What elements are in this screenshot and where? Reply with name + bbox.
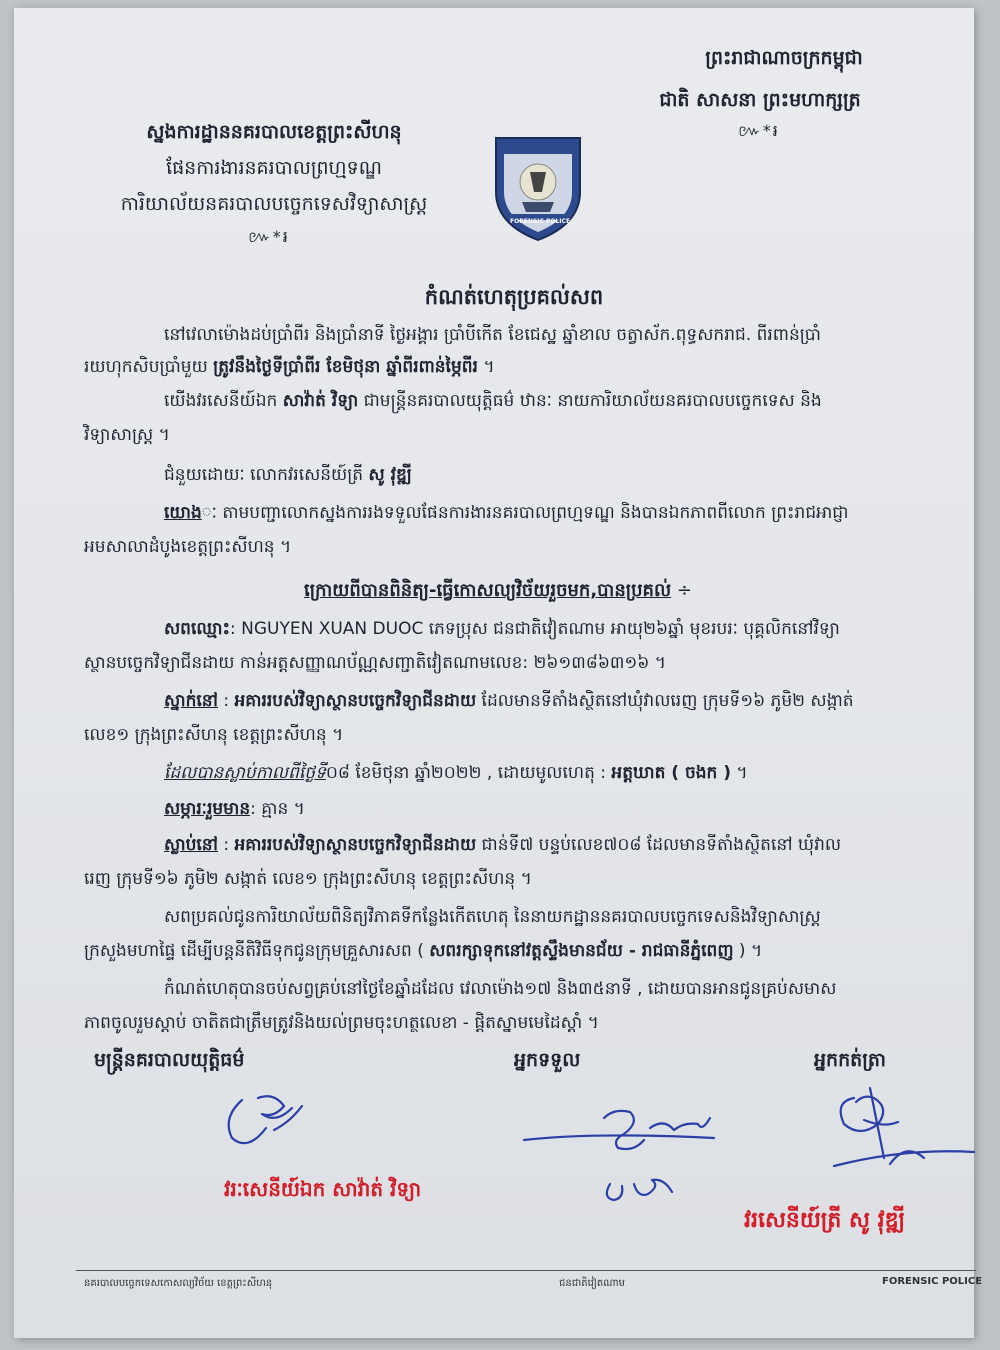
death-date-line (164, 758, 748, 788)
paragraph-date-line-1: នៅវេលាម៉ោងដប់ប្រាំពីរ និងប្រាំនាទី ថ្ងៃអង្គារ ប្រាំបីកើត ខែជេស្ឋ ឆ្នាំខាល ចត្វាស័ក.ពុទ្ធសករាជ. ពីរពាន់ប្រាំ (164, 325, 821, 345)
signature-title-receiver: អ្នកទទួល (514, 1049, 581, 1071)
closing-line-1: កំណត់ហេតុបានចប់សព្វគ្រប់នៅថ្ងៃខែឆ្នាំដដែល វេលាម៉ោង១៧ និង៣៥នាទី , ដោយបានអានជូនគ្រប់សមាស (164, 979, 837, 999)
commissariat-heading: ស្នងការដ្ឋាននគរបាលខេត្តព្រះសីហនុ (146, 121, 402, 143)
officer-name-stamp: វរៈសេនីយ៍ឯក សាវ៉ាត់ វិទ្យា (224, 1177, 422, 1201)
colon: : (217, 691, 235, 711)
deceased-line-1 (164, 614, 840, 644)
ornament-left: ៚*៛ (248, 227, 290, 246)
handover-text: ក្រសួងមហាផ្ទៃ ដើម្បីបន្តនីតិវិធីទុកជូនក្រុមគ្រួសារសព ( (84, 941, 430, 961)
items-label: សម្ភារៈរួមមាន (164, 799, 251, 819)
signature-title-recorder: អ្នកកត់ត្រា (814, 1049, 886, 1071)
paragraph-officer-line-2: វិទ្យាសាស្ត្រ ។ (84, 425, 170, 445)
footer-divider (76, 1270, 976, 1271)
handover-line-2 (84, 936, 762, 966)
died-at-line-2: រេញ ក្រុមទី១៦ ភូមិ២ សង្កាត់ លេខ១ ក្រុងព្រះសីហនុ ខេត្តព្រះសីហនុ ។ (84, 869, 532, 889)
recorder-name-stamp: វរសេនីយ៍ត្រី សូ វុឌ្ឍី (744, 1208, 906, 1233)
punctuation: ។ (731, 763, 748, 783)
handover-line-1: សពប្រគល់ជូនការិយាល័យពិនិត្យវិភាគទីកន្លែងកើតហេតុ នៃនាយកដ្ឋាននគរបាលបច្ចេកទេសនិងវិទ្យាសាស្ត្រ (164, 907, 821, 927)
colon: : (217, 835, 235, 855)
paragraph-date-line-2 (84, 352, 495, 382)
deceased-label: សពឈ្មោះ (164, 619, 230, 639)
document-title: កំណត់ហេតុប្រគល់សព (424, 285, 604, 309)
signature-title-officer: មន្ត្រីនគរបាលយុត្តិធម៌ (94, 1049, 245, 1071)
footer-left-text: នគរបាលបច្ចេកទេសកោសល្យវិច័យ ខេត្តព្រះសីហនុ (84, 1278, 273, 1289)
residence-line-2: លេខ១ ក្រុងព្រះសីហនុ ខេត្តព្រះសីហនុ ។ (84, 725, 344, 745)
reference-label: យោង (164, 503, 202, 523)
punctuation: ) ។ (733, 941, 763, 961)
residence-building: អគាររបស់វិទ្យាស្ថានបច្ចេកវិទ្យាជីនដាយ (234, 691, 477, 711)
subtitle-tail: ÷ (671, 580, 692, 601)
items-line (164, 794, 305, 824)
deceased-line-2: ស្ថានបច្ចេកវិទ្យាជីនដាយ កាន់អត្តសញ្ញាណប័ណ្ណសញ្ជាតិវៀតណាមលេខ: ២៦១៣៨៦៣១៦ ។ (84, 653, 666, 673)
assisted-by-line (164, 460, 412, 490)
death-cause: អត្តឃាត ( ចងក ) (611, 763, 732, 783)
residence-label: ស្នាក់នៅ (164, 691, 218, 711)
reference-line-1 (164, 498, 848, 528)
date-gregorian: ត្រូវនឹងថ្ងៃទីប្រាំពីរ ខែមិថុនា ឆ្នាំពីរពាន់ម្ភៃពីរ (213, 357, 478, 377)
date-khmer-calendar: រយហុកសិបប្រាំមួយ (84, 357, 214, 377)
died-at-line-1 (164, 830, 841, 860)
paragraph-officer-line-1 (164, 386, 822, 416)
forensic-police-emblem (492, 132, 584, 244)
document-page (14, 8, 983, 1338)
footer-middle-text: ជនជាតិវៀតណាម (559, 1278, 625, 1289)
died-at-label: ស្លាប់នៅ (164, 835, 218, 855)
assistant-name: សូ វុឌ្ឍី (368, 465, 412, 485)
department-heading: ផែនការងារនគរបាលព្រហ្មទណ្ឌ (166, 157, 382, 179)
died-at-building: អគាររបស់វិទ្យាស្ថានបច្ចេកវិទ្យាជីនដាយ (234, 835, 477, 855)
died-at-room: ជាន់ទី៧ បន្ទប់លេខ៧០៨ ដែលមានទីតាំងស្ថិតនៅ ឃុំវាល (476, 835, 842, 855)
emblem-text: FORENSIC POLICE (510, 218, 571, 225)
receiver-signature (514, 1088, 734, 1218)
kingdom-heading: ព្រះរាជាណាចក្រកម្ពុជា (705, 47, 863, 69)
items-value: : គ្មាន ។ (250, 799, 305, 819)
footer-right-text: FORENSIC POLICE (882, 1276, 983, 1287)
officer-name: សាវ៉ាត់ វិទ្យា (282, 391, 359, 411)
subtitle-text: ក្រោយពីបានពិនិត្យ-ធ្វើកោសល្យវិច័យរួចមក,បានប្រគល់ (304, 580, 672, 601)
officer-signature (214, 1078, 334, 1158)
reference-text: ៈ តាមបញ្ជាលោកស្នងការរងទទួលផែនការងារនគរបាលព្រហ្មទណ្ឌ និងបានឯកភាពពីលោក ព្រះរាជអាជ្ញា (201, 503, 849, 523)
office-heading: ការិយាល័យនគរបាលបច្ចេកទេសវិទ្យាសាស្ត្រ (120, 193, 428, 215)
recorder-signature (794, 1068, 994, 1188)
residence-line-1 (164, 686, 854, 716)
handover-subtitle (304, 576, 692, 606)
reference-line-2: អមសាលាដំបូងខេត្តព្រះសីហនុ ។ (84, 537, 292, 557)
ornament-right: ៚*៛ (738, 121, 780, 140)
death-date-label: ដែលបានស្លាប់កាលពីថ្ងៃទី (164, 763, 326, 783)
closing-line-2: ភាពចូលរួមស្តាប់ ចាតិតជាត្រឹមត្រូវនិងយល់ព្រមចុះហត្ថលេខា - ផ្តិតស្នាមមេដៃស្តាំ ។ (84, 1013, 599, 1033)
national-motto: ជាតិ សាសនា ព្រះមហាក្សត្រ (659, 89, 861, 111)
officer-position: ជាមន្ត្រីនគរបាលយុត្តិធម៌ ឋានៈ នាយការិយាល័យនគរបាលបច្ចេកទេស និង (358, 391, 822, 411)
handover-pagoda: សពរក្សាទុកនៅវត្តស្ទឹងមានជ័យ - រាជធានីភ្នំពេញ (429, 941, 734, 961)
death-date: ០៨ ខែមិថុនា ឆ្នាំ២០២២ , ដោយមូលហេតុ : (325, 763, 612, 783)
assisted-by-label: ជំនួយដោយៈ លោកវរសេនីយ៍ត្រី (164, 465, 369, 485)
punctuation: ។ (477, 357, 495, 377)
residence-location: ដែលមានទីតាំងស្ថិតនៅឃុំវាលរេញ ក្រុមទី១៦ ភូមិ២ សង្កាត់ (476, 691, 854, 711)
deceased-details: : NGUYEN XUAN DUOC ភេទប្រុស ជនជាតិវៀតណាម អាយុ២៦ឆ្នាំ មុខរបរៈ បុគ្គលិកនៅវិទ្យា (230, 619, 840, 639)
officer-intro: យើងវរសេនីយ៍ឯក (164, 391, 283, 411)
